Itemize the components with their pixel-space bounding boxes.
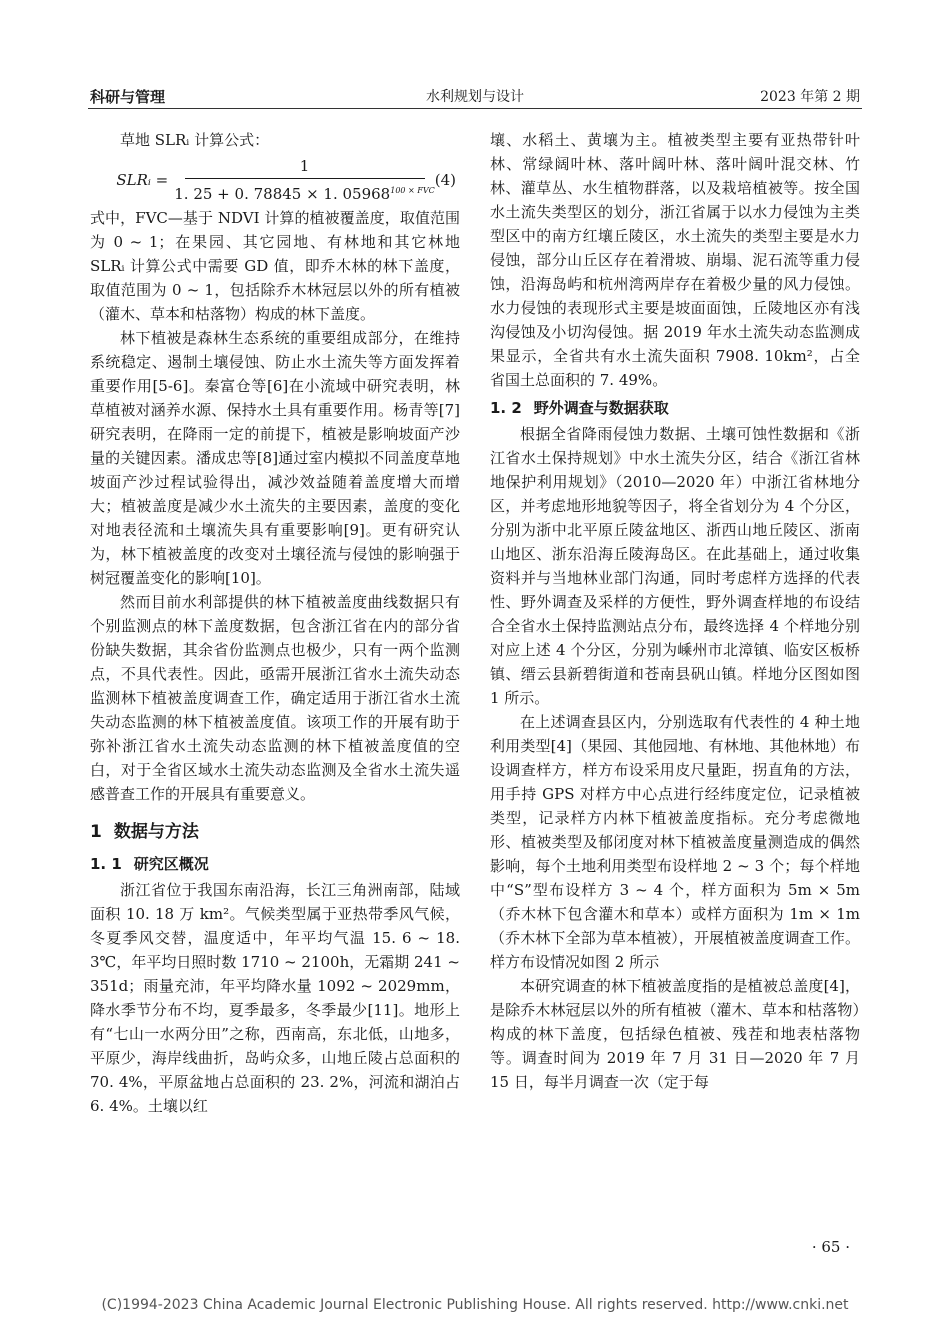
paragraph-survey-3: 本研究调查的林下植被盖度指的是植被总盖度[4]，是除乔木林冠层以外的所有植被（灌木、草本和枯落物）构成的林下盖度，包括绿色植被、残茬和地表枯落物等。调查时间为 2019 年 7 月 31 日—2020 年 7 月 15 日，每半月调查一次（定于每 [490, 977, 860, 1091]
section-title: 数据与方法 [113, 822, 199, 842]
section-title: 研究区概况 [133, 855, 209, 873]
paragraph-however: 然而目前水利部提供的林下植被盖度曲线数据只有个别监测点的林下盖度数据，包含浙江省在内的部分省份缺失数据，其余省份监测点也极少，只有一两个监测点，不具代表性。因此，亟需开展浙江省水土流失动态监测林下植被盖度调查工作，确定适用于浙江省水土流失动态监测的林下植被盖度值。该项工作的开展有助于弥补浙江省水土流失动态监测的林下植被盖度值的空白，对于全省区域水土流失动态监测及全省水土流失遥感普查工作的开展具有重要意义。 [90, 593, 460, 803]
formula-exponent: 100 × FVC [390, 186, 435, 195]
section-label: 科研与管理 [90, 88, 166, 106]
copyright-footer: (C)1994-2023 China Academic Journal Electronic Publishing House. All rights reserved. http://www.cnki.net [101, 1297, 849, 1313]
formula-4 [90, 154, 460, 206]
page-header [0, 0, 950, 110]
paragraph-soil: 壤、水稻土、黄壤为主。植被类型主要有亚热带针叶林、常绿阔叶林、落叶阔叶林、落叶阔叶混交林、竹林、灌草丛、水生植物群落，以及栽培植被等。按全国水土流失类型区的划分，浙江省属于以水力侵蚀为主类型区中的南方红壤丘陵区，水土流失的类型主要是水力侵蚀，部分山丘区存在着滑坡、崩塌、泥石流等重力侵蚀，沿海岛屿和杭州湾两岸存在着极少量的风力侵蚀。水力侵蚀的表现形式主要是坡面面蚀，丘陵地区亦有浅沟侵蚀及小切沟侵蚀。据 2019 年水土流失动态监测成果显示，全省共有水土流失面积 7908. 10km²，占全省国土总面积的 7. 49%。 [490, 131, 860, 389]
right-column [490, 128, 860, 1094]
left-column [90, 128, 460, 1118]
header-rule [88, 108, 862, 109]
formula-lhs: SLRᵢ = [116, 171, 169, 189]
section-heading-1 [90, 820, 460, 844]
section-heading-1-2 [490, 396, 860, 420]
paragraph-forest: 林下植被是森林生态系统的重要组成部分，在维持系统稳定、遏制土壤侵蚀、防止水土流失等方面发挥着重要作用[5-6]。秦富仓等[6]在小流域中研究表明，林草植被对涵养水源、保持水土具有重要作用。杨青等[7]研究表明，在降雨一定的前提下，植被是影响坡面产沙量的关键因素。潘成忠等[8]通过室内模拟不同盖度草地坡面产沙过程试验得出，减沙效益随着盖度增大而增大；植被盖度是减少水土流失的主要因素，盖度的变化对地表径流和土壤流失具有重要影响[9]。更有研究认为，林下植被盖度的改变对土壤径流与侵蚀的影响强于树冠覆盖变化的影响[10]。 [90, 329, 460, 587]
formula-number: (4) [434, 171, 456, 189]
formula-intro: 草地 SLRᵢ 计算公式： [120, 131, 270, 149]
section-heading-1-1 [90, 852, 460, 876]
paragraph-study-area: 浙江省位于我国东南沿海，长江三角洲南部，陆域面积 10. 18 万 km²。气候类型属于亚热带季风气候，冬夏季风交替，温度适中，年平均气温 15. 6 ~ 18. 3℃，年平均日照时数 1710 ~ 2100h，无霜期 241 ~ 351d；雨量充沛，年平均降水量 1092 ~ 2029mm，降水季节分布不均，夏季最多，冬季最少[11]。地形上有“七山一水两分田”之称，西南高，东北低，山地多，平原少，海岸线曲折，岛屿众多，山地丘陵占总面积的 70. 4%，平原盆地占总面积的 23. 2%，河流和湖泊占 6. 4%。土壤以红 [90, 881, 460, 1115]
formula-denominator-base: 1. 25 + 0. 78845 × 1. 05968 [174, 185, 391, 203]
issue-label: 2023 年第 2 期 [760, 89, 860, 105]
page-number: · 65 · [811, 1238, 850, 1256]
section-title: 野外调查与数据获取 [533, 399, 669, 417]
paragraph-survey-1: 根据全省降雨侵蚀力数据、土壤可蚀性数据和《浙江省水土保持规划》中水土流失分区，结合《浙江省林地保护利用规划》（2010—2020 年）中浙江省林地分区，并考虑地形地貌等因子，将全省划分为 4 个分区，分别为浙中北平原丘陵盆地区、浙西山地丘陵区、浙南山地区、浙东沿海丘陵海岛区。在此基础上，通过收集资料并与当地林业部门沟通，同时考虑样方选择的代表性、野外调查及采样的方便性，野外调查样地的布设结合全省水土保持监测站点分布，最终选择 4 个样地分别对应上述 4 个分区，分别为嵊州市北漳镇、临安区板桥镇、缙云县新碧街道和苍南县矾山镇。样地分区图如图 1 所示。 [490, 425, 860, 707]
formula-fraction [174, 154, 435, 206]
paragraph-fvc: 式中，FVC—基于 NDVI 计算的植被覆盖度，取值范围为 0 ~ 1；在果园、其它园地、有林地和其它林地 SLRᵢ 计算公式中需要 GD 值，即乔木林的林下盖度，取值范围为 0 ~ 1，包括除乔木林冠层以外的所有植被（灌木、草本和枯落物）构成的林下盖度。 [90, 209, 460, 323]
section-number: 1. 1 [90, 855, 122, 873]
formula-numerator: 1 [185, 154, 425, 179]
paragraph-survey-2: 在上述调查县区内，分别选取有代表性的 4 种土地利用类型[4]（果园、其他园地、有林地、其他林地）布设调查样方，样方布设采用皮尺量距，拐直角的方法，用手持 GPS 对样方中心点进行经纬度定位，记录植被类型，记录样方内林下植被盖度指标。充分考虑微地形、植被类型及郁闭度对林下植被盖度量测造成的偶然影响，每个土地利用类型布设样地 2 ~ 3 个；每个样地中“S”型布设样方 3 ~ 4 个，样方面积为 5m × 5m（乔木林下包含灌木和草本）或样方面积为 1m × 1m（乔木林下全部为草本植被），开展植被盖度调查工作。样方布设情况如图 2 所示 [490, 713, 860, 971]
section-number: 1 [90, 822, 102, 842]
section-number: 1. 2 [490, 399, 522, 417]
journal-title: 水利规划与设计 [426, 89, 524, 105]
formula-denominator [174, 179, 435, 206]
